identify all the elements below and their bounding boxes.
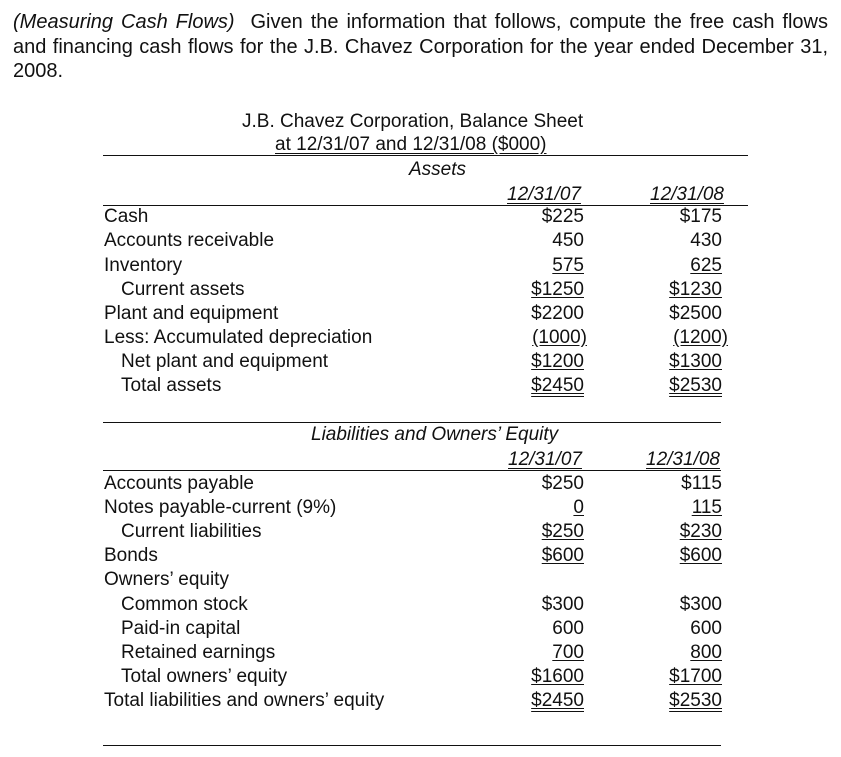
asset-label-accounts-receivable: Accounts receivable	[104, 230, 275, 251]
asset-label-cash: Cash	[104, 206, 149, 227]
asset-value-2007: $1200	[531, 351, 584, 372]
liability-label-retained-earnings: Retained earnings	[121, 642, 276, 663]
liabilities-heading: Liabilities and Owners’ Equity	[311, 424, 559, 445]
liabilities-header-rule	[103, 470, 721, 471]
liability-value-2007: $250	[541, 473, 584, 494]
liability-value-2008: $230	[679, 521, 722, 542]
top-rule	[103, 155, 748, 156]
problem-text: Given the information that follows, compute the free cash flows and financing cash flows for the J.B. Chavez Corporation for the year ended December 31, 2008.	[13, 11, 828, 82]
liability-label-paid-in-capital: Paid-in capital	[121, 618, 241, 639]
assets-col-header-2008: 12/31/08	[650, 184, 724, 205]
liabilities-col-header-2008: 12/31/08	[646, 449, 720, 470]
liability-value-2008: $1700	[669, 666, 722, 687]
asset-value-2008: $2500	[669, 303, 722, 324]
asset-label-net-plant: Net plant and equipment	[121, 351, 329, 372]
asset-value-2008: $2530	[669, 375, 722, 396]
asset-value-2007: $1250	[531, 279, 584, 300]
asset-value-2008: (1200)	[673, 327, 728, 348]
asset-value-2007: $225	[541, 206, 584, 227]
asset-value-2008: 430	[690, 230, 722, 251]
liability-value-2007: $250	[541, 521, 584, 542]
asset-label-total-assets: Total assets	[121, 375, 222, 396]
liability-value-2008: 600	[690, 618, 722, 639]
asset-value-2007: (1000)	[532, 327, 587, 348]
balance-sheet-title: J.B. Chavez Corporation, Balance Sheet	[242, 111, 584, 132]
asset-value-2007: $2450	[531, 375, 584, 396]
liability-value-2008: $115	[681, 473, 722, 494]
asset-label-current-assets: Current assets	[121, 279, 245, 300]
asset-label-inventory: Inventory	[104, 255, 183, 276]
liability-value-2008: 800	[690, 642, 722, 663]
liability-label-accounts-payable: Accounts payable	[104, 473, 254, 494]
asset-value-2008: 625	[690, 255, 722, 276]
liability-value-2007: $2450	[531, 690, 584, 711]
liability-value-2007: 0	[573, 497, 584, 518]
liability-label-total-owners-equity: Total owners’ equity	[121, 666, 288, 687]
liability-label-common-stock: Common stock	[121, 594, 248, 615]
assets-header-rule	[103, 205, 748, 206]
asset-label-plant-equipment: Plant and equipment	[104, 303, 279, 324]
problem-lead: (Measuring Cash Flows)	[13, 11, 235, 33]
liabilities-top-rule	[103, 422, 721, 423]
liabilities-col-header-2007: 12/31/07	[508, 449, 582, 470]
liability-label-bonds: Bonds	[104, 545, 158, 566]
liability-value-2007: $1600	[531, 666, 584, 687]
liability-value-2008: $600	[679, 545, 722, 566]
asset-label-accumulated-depreciation: Less: Accumulated depreciation	[104, 327, 373, 348]
liability-value-2007: $600	[541, 545, 584, 566]
assets-heading: Assets	[409, 159, 467, 180]
liability-value-2007: $300	[541, 594, 584, 615]
liability-label-notes-payable: Notes payable-current (9%)	[104, 497, 337, 518]
liability-value-2008: $2530	[669, 690, 722, 711]
asset-value-2007: 575	[552, 255, 584, 276]
liability-label-current-liabilities: Current liabilities	[121, 521, 262, 542]
liability-value-2007: 600	[552, 618, 584, 639]
asset-value-2008: $1230	[669, 279, 722, 300]
asset-value-2008: $1300	[669, 351, 722, 372]
liability-label-total-liabilities-equity: Total liabilities and owners’ equity	[104, 690, 385, 711]
liability-value-2008: $300	[679, 594, 722, 615]
asset-value-2008: $175	[679, 206, 722, 227]
assets-col-header-2007: 12/31/07	[507, 184, 581, 205]
liability-label-owners-equity: Owners’ equity	[104, 569, 229, 590]
asset-value-2007: $2200	[531, 303, 584, 324]
liability-value-2008: 115	[691, 497, 722, 518]
balance-sheet-subtitle: at 12/31/07 and 12/31/08 ($000)	[275, 134, 547, 155]
asset-value-2007: 450	[552, 230, 584, 251]
problem-statement	[13, 10, 828, 84]
bottom-rule	[103, 745, 721, 746]
liability-value-2007: 700	[552, 642, 584, 663]
